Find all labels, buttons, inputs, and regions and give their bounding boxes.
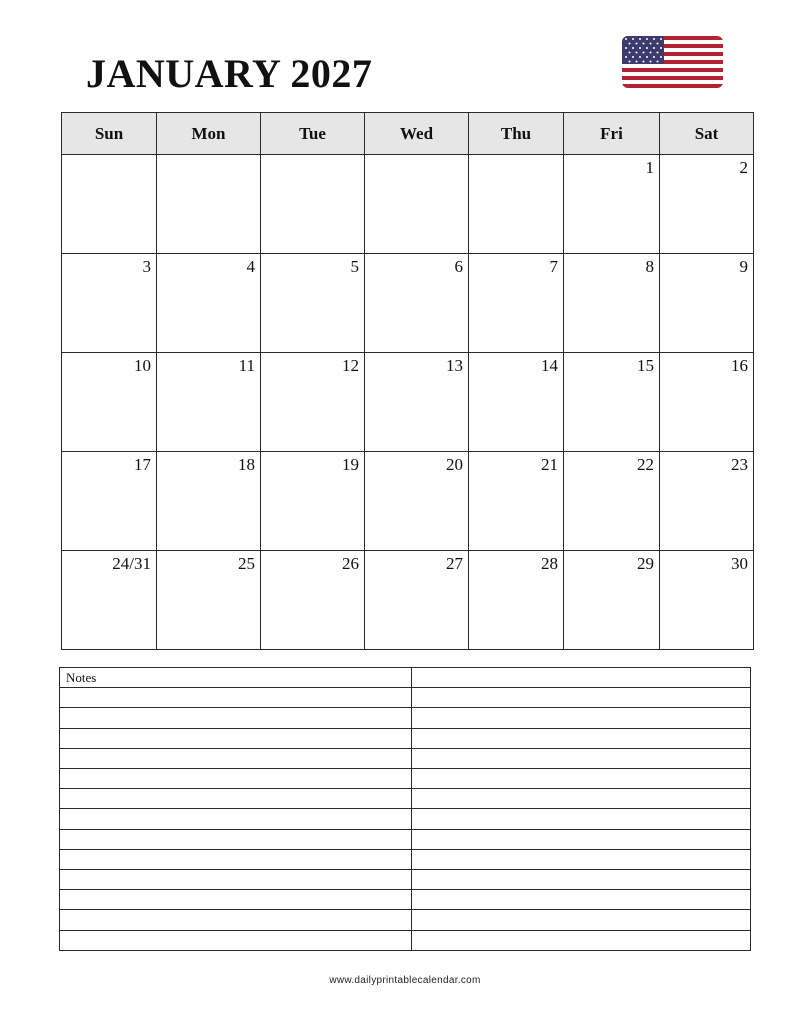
day-number	[62, 155, 156, 158]
day-cell	[660, 452, 754, 551]
notes-cell	[60, 930, 412, 950]
notes-cell	[60, 809, 412, 829]
day-cell	[261, 155, 365, 254]
weekday-header-tue: Tue	[261, 113, 365, 155]
day-number: 21	[541, 455, 558, 474]
day-cell	[365, 254, 469, 353]
notes-row	[60, 748, 751, 768]
day-cell	[564, 551, 660, 650]
us-flag-icon	[622, 36, 723, 88]
notes-cell	[412, 829, 751, 849]
day-cell	[469, 155, 564, 254]
notes-cell	[60, 890, 412, 910]
day-number: 18	[238, 455, 255, 474]
day-cell	[62, 155, 157, 254]
weekday-header-row	[62, 113, 754, 155]
week-row	[62, 551, 754, 650]
day-number	[261, 155, 364, 158]
notes-cell	[412, 849, 751, 869]
day-cell	[469, 551, 564, 650]
weekday-header-fri: Fri	[564, 113, 660, 155]
notes-cell	[60, 849, 412, 869]
day-cell	[157, 155, 261, 254]
notes-cell	[412, 870, 751, 890]
day-cell	[564, 353, 660, 452]
day-number: 20	[446, 455, 463, 474]
day-number: 25	[238, 554, 255, 573]
day-number: 2	[739, 158, 748, 177]
day-number: 5	[350, 257, 359, 276]
footer-url: www.dailyprintablecalendar.com	[329, 975, 481, 986]
day-number: 9	[739, 257, 748, 276]
day-number	[157, 155, 260, 158]
notes-cell	[412, 769, 751, 789]
calendar-grid	[61, 112, 754, 650]
notes-row	[60, 829, 751, 849]
notes-cell	[60, 748, 412, 768]
notes-cell	[60, 728, 412, 748]
day-cell	[660, 353, 754, 452]
day-number: 28	[541, 554, 558, 573]
day-cell	[660, 551, 754, 650]
day-cell	[365, 353, 469, 452]
notes-row	[60, 688, 751, 708]
day-cell	[564, 452, 660, 551]
notes-cell	[412, 728, 751, 748]
weekday-header-mon: Mon	[157, 113, 261, 155]
day-number: 22	[637, 455, 654, 474]
day-cell	[157, 254, 261, 353]
day-number: 4	[246, 257, 255, 276]
day-cell	[564, 155, 660, 254]
calendar-title: JANUARY 2027	[86, 51, 373, 96]
notes-row	[60, 728, 751, 748]
notes-cell	[60, 870, 412, 890]
notes-cell	[60, 789, 412, 809]
day-cell	[469, 353, 564, 452]
notes-cell	[60, 769, 412, 789]
day-cell	[660, 155, 754, 254]
notes-table	[59, 667, 751, 951]
notes-label: Notes	[60, 668, 412, 688]
notes-cell	[412, 930, 751, 950]
notes-row	[60, 890, 751, 910]
day-cell	[157, 353, 261, 452]
notes-row	[60, 769, 751, 789]
day-cell	[469, 254, 564, 353]
day-cell	[261, 353, 365, 452]
notes-row	[60, 789, 751, 809]
day-cell	[365, 155, 469, 254]
notes-cell	[412, 789, 751, 809]
day-number: 26	[342, 554, 359, 573]
notes-cell	[412, 809, 751, 829]
weekday-header-sun: Sun	[62, 113, 157, 155]
day-number: 16	[731, 356, 748, 375]
day-number	[365, 155, 468, 158]
weekday-header-sat: Sat	[660, 113, 754, 155]
day-cell	[62, 353, 157, 452]
day-cell	[365, 452, 469, 551]
notes-cell	[412, 910, 751, 930]
day-number: 23	[731, 455, 748, 474]
week-row	[62, 452, 754, 551]
notes-cell	[412, 890, 751, 910]
week-row	[62, 155, 754, 254]
day-cell	[261, 254, 365, 353]
day-number: 27	[446, 554, 463, 573]
day-number: 12	[342, 356, 359, 375]
day-number: 30	[731, 554, 748, 573]
day-cell	[62, 551, 157, 650]
notes-row	[60, 809, 751, 829]
day-number: 1	[645, 158, 654, 177]
day-cell	[564, 254, 660, 353]
notes-row	[60, 870, 751, 890]
day-cell	[261, 551, 365, 650]
day-cell	[157, 452, 261, 551]
weekday-header-thu: Thu	[469, 113, 564, 155]
notes-cell	[412, 708, 751, 728]
week-row	[62, 254, 754, 353]
day-number	[469, 155, 563, 158]
notes-row	[60, 930, 751, 950]
day-number: 24/31	[112, 554, 151, 573]
day-cell	[62, 452, 157, 551]
day-number: 29	[637, 554, 654, 573]
notes-cell	[60, 688, 412, 708]
day-number: 17	[134, 455, 151, 474]
notes-cell	[412, 668, 751, 688]
day-number: 7	[549, 257, 558, 276]
notes-cell	[60, 910, 412, 930]
day-number: 13	[446, 356, 463, 375]
notes-row	[60, 668, 751, 688]
notes-cell	[412, 688, 751, 708]
day-cell	[157, 551, 261, 650]
notes-row	[60, 849, 751, 869]
day-cell	[62, 254, 157, 353]
day-number: 14	[541, 356, 558, 375]
notes-row	[60, 708, 751, 728]
day-cell	[261, 452, 365, 551]
week-row	[62, 353, 754, 452]
day-number: 3	[142, 257, 151, 276]
day-cell	[660, 254, 754, 353]
day-number: 10	[134, 356, 151, 375]
notes-cell	[60, 829, 412, 849]
day-number: 11	[238, 356, 255, 375]
day-cell	[469, 452, 564, 551]
day-number: 15	[637, 356, 654, 375]
day-cell	[365, 551, 469, 650]
notes-cell	[60, 708, 412, 728]
notes-cell	[412, 748, 751, 768]
day-number: 19	[342, 455, 359, 474]
day-number: 8	[645, 257, 654, 276]
notes-row	[60, 910, 751, 930]
day-number: 6	[454, 257, 463, 276]
weekday-header-wed: Wed	[365, 113, 469, 155]
